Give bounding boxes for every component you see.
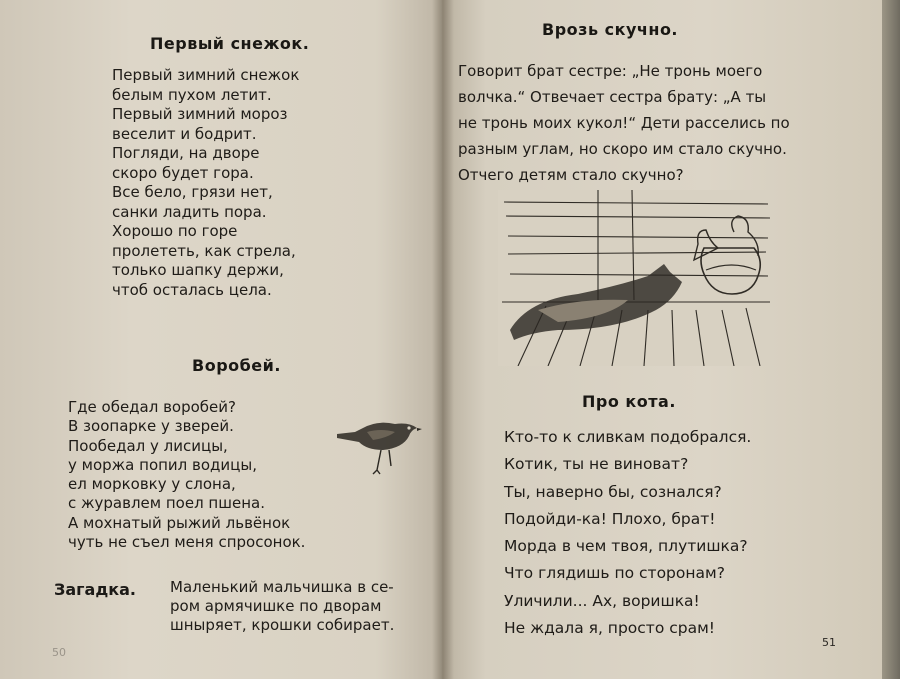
poem-line: пролететь, как стрела,	[112, 241, 296, 260]
story-line: разным углам, но скоро им стало скучно.	[458, 140, 787, 158]
poem-line: с журавлем поел пшена.	[68, 494, 265, 513]
story-line: Говорит брат сестре: „Не тронь моего	[458, 62, 763, 80]
riddle-text	[170, 578, 394, 635]
sparrow-illustration	[333, 414, 423, 476]
cat-with-jugs-illustration	[498, 190, 774, 366]
book-edge	[882, 0, 900, 679]
poem-first-snow	[112, 66, 299, 300]
story-line: не тронь моих кукол!“ Дети расселись по	[458, 114, 790, 132]
riddle-line: ром армячишке по дворам	[170, 597, 382, 615]
book-gutter	[432, 0, 454, 679]
poem-line: Все бело, грязи нет,	[112, 183, 273, 201]
poem-line: Уличили... Ах, воришка!	[504, 591, 700, 610]
poem-line: только шапку держи,	[112, 261, 284, 279]
poem-line: Морда в чем твоя, плутишка?	[504, 537, 748, 556]
poem-line: Погляди, на дворе	[112, 144, 260, 162]
poem-line: Не ждала я, просто срам!	[504, 619, 715, 638]
poem-line: Что глядишь по сторонам?	[504, 564, 725, 583]
page-number-right: 51	[822, 636, 836, 649]
riddle-label: Загадка.	[54, 580, 136, 599]
poem-line: Первый зимний мороз	[112, 105, 288, 123]
page-number-left: 50	[52, 646, 66, 659]
poem-line: А мохнатый рыжий львёнок	[68, 513, 291, 532]
riddle-line: шныряет, крошки собирает.	[170, 616, 395, 634]
poem-line: у моржа попил водицы,	[68, 455, 257, 474]
poem-line: Ты, наверно бы, сознался?	[504, 482, 722, 501]
poem-line: В зоопарке у зверей.	[68, 417, 234, 436]
poem-title-about-cat: Про кота.	[582, 392, 676, 411]
story-title: Врозь скучно.	[542, 20, 679, 39]
poem-line: Где обедал воробей?	[68, 398, 236, 416]
poem-line: белым пухом летит.	[112, 85, 272, 104]
poem-about-cat	[504, 424, 751, 642]
poem-line: ел морковку у слона,	[68, 475, 236, 494]
poem-title-first-snow: Первый снежок.	[150, 34, 310, 53]
story-line: волчка.“ Отвечает сестра брату: „А ты	[458, 88, 767, 106]
poem-line: Первый зимний снежок	[112, 66, 300, 84]
poem-title-sparrow: Воробей.	[192, 356, 281, 375]
poem-line: Кто-то к сливкам подобрался.	[504, 428, 752, 446]
poem-line: веселит и бодрит.	[112, 124, 257, 143]
poem-line: Котик, ты не виноват?	[504, 455, 689, 474]
poem-line: чтоб осталась цела.	[112, 280, 272, 299]
story-line: Отчего детям стало скучно?	[458, 166, 684, 184]
poem-sparrow	[68, 398, 305, 552]
poem-line: Пообедал у лисицы,	[68, 436, 228, 455]
story-text	[458, 58, 790, 188]
riddle-line: Маленький мальчишка в се-	[170, 578, 394, 596]
poem-line: Подойди-ка! Плохо, брат!	[504, 509, 716, 528]
poem-line: Хорошо по горе	[112, 222, 238, 240]
poem-line: чуть не съел меня спросонок.	[68, 533, 306, 552]
poem-line: скоро будет гора.	[112, 163, 254, 182]
poem-line: санки ладить пора.	[112, 202, 267, 221]
